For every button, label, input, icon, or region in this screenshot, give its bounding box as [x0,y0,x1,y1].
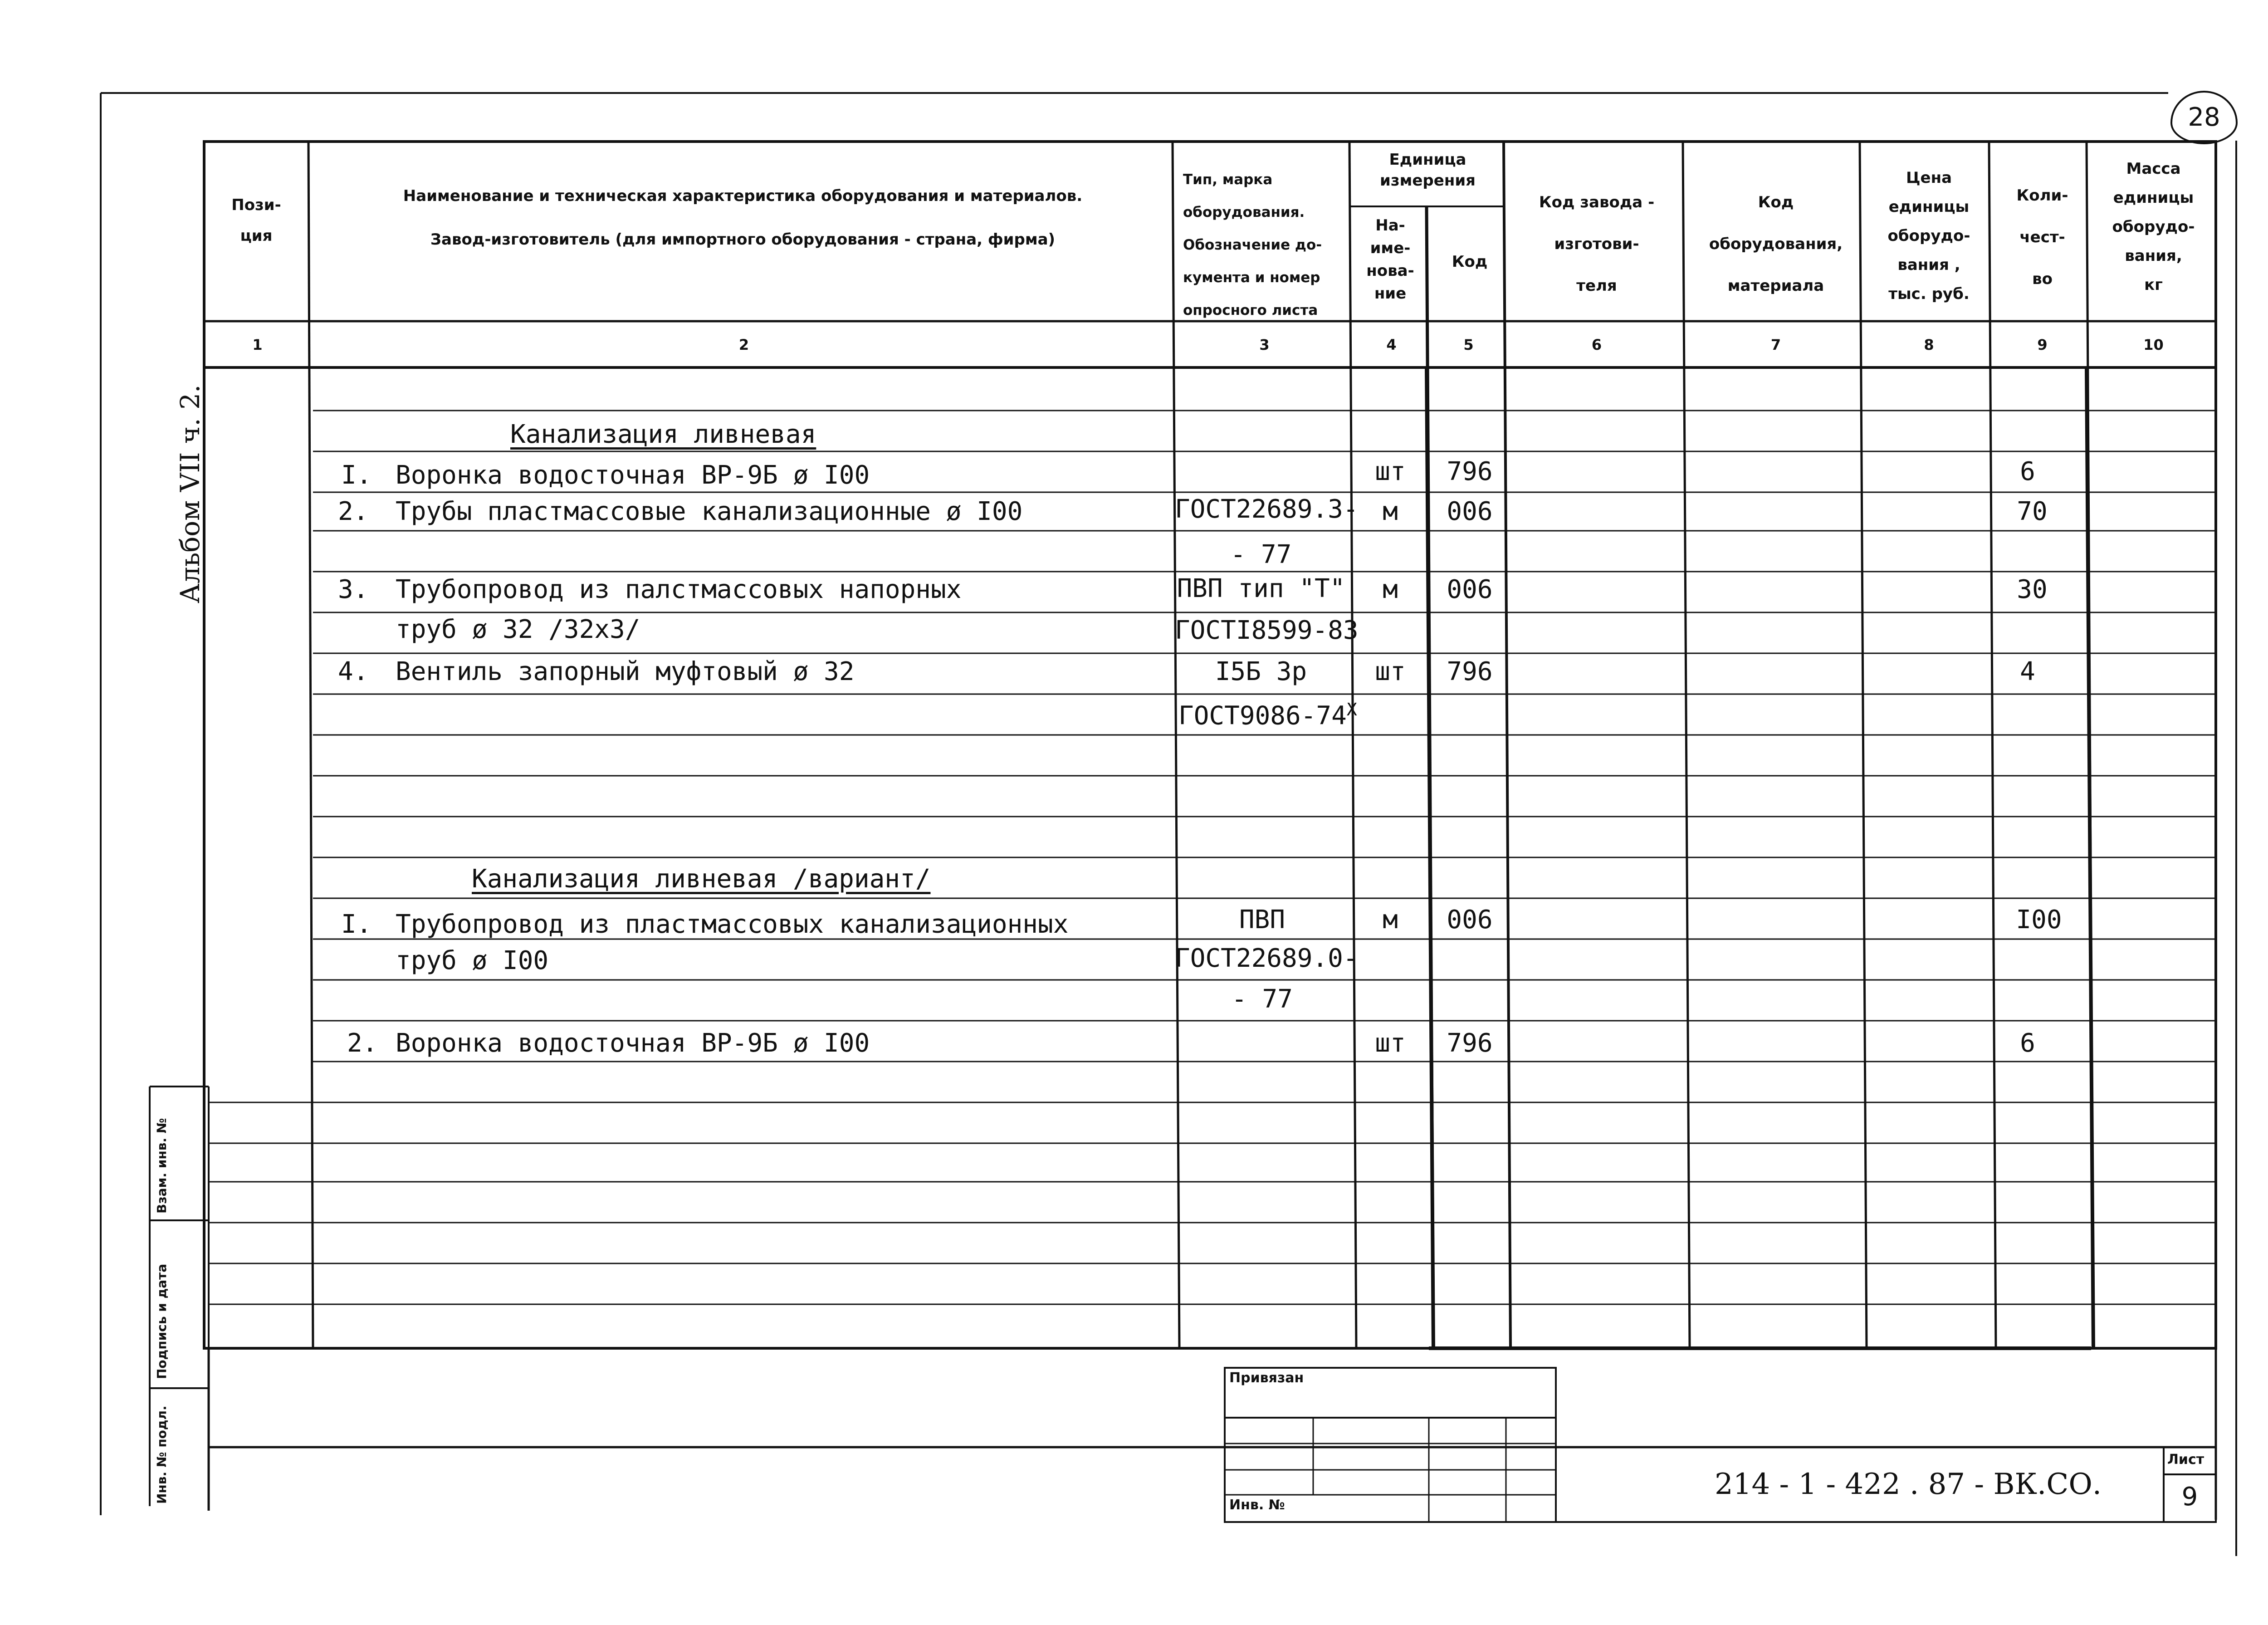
header-unit-line: Единица [1389,151,1466,169]
row-type: ПВП [1239,905,1286,935]
row-code: 006 [1447,905,1493,935]
row-type-superscript: Х [1346,700,1357,720]
album-side-label: Альбом VII ч. 2. [175,384,205,603]
header-col9-line: чест- [2019,228,2065,246]
col-number: 1 [252,336,263,353]
col-number: 3 [1259,336,1270,353]
stamp-replace-inv: Взам. инв. № [154,1118,169,1214]
col-number: 2 [738,336,749,353]
header-col4 [1352,214,1429,305]
header-col2-line: Завод-изготовитель (для импортного оборудования - страна, фирма) [430,230,1056,249]
header-col2-line: Наименование и техническая характеристика оборудования и материалов. [403,187,1083,205]
header-unit-line: измерения [1380,171,1476,190]
row-type: ГОСТ22689.0- [1175,944,1359,973]
row-name: Трубопровод из пластмассовых канализационных [396,910,1069,939]
row-type: - 77 [1232,984,1293,1014]
row-code: 006 [1447,497,1493,526]
header-col1-line: Пози- [231,196,281,214]
row-num: 4. [338,657,369,686]
header-col10-line: оборудо- [2112,218,2195,236]
row-qty: 30 [2017,575,2048,604]
header-col6 [1508,181,1685,307]
header-col7-line: материала [1727,277,1824,295]
row-code: 796 [1447,1028,1493,1058]
header-col3-line: опросного листа [1183,302,1318,318]
stamp-inv-original: Инв. № подл. [154,1405,169,1504]
header-col10-line: вания, [2125,247,2182,265]
row-type [1178,701,1357,729]
page-number: 28 [2188,103,2220,132]
row-unit: шт [1375,657,1406,686]
row-unit: шт [1375,1028,1406,1058]
header-col5: Код [1452,253,1488,271]
header-col1-line: ция [240,226,273,245]
header-col8-line: вания , [1897,256,1960,274]
row-qty: 4 [2020,657,2035,686]
row-qty: I00 [2016,905,2062,935]
header-col4-line: ние [1374,284,1407,303]
col-number: 5 [1463,336,1474,353]
row-type: I5Б 3р [1215,657,1307,686]
header-col7-line: Код [1758,193,1794,211]
header-col4-line: нова- [1366,262,1414,280]
row-name: Воронка водосточная ВР-9Б ø I00 [396,1028,870,1058]
header-col8 [1864,163,1994,308]
row-qty: 6 [2020,457,2035,486]
sheet-number: 9 [2181,1482,2198,1512]
inv-label: Инв. № [1229,1497,1285,1513]
row-name: Вентиль запорный муфтовый ø 32 [396,657,855,686]
row-unit: шт [1375,457,1406,486]
section-title: Канализация ливневая /вариант/ [472,864,931,894]
row-num: 2. [338,497,369,526]
header-col6-line: теля [1576,277,1617,295]
header-col3 [1175,163,1358,327]
row-type: ГОСТ22689.3- [1175,494,1359,524]
header-col9-line: Коли- [2016,186,2068,205]
row-qty: 6 [2020,1028,2035,1058]
header-col8-line: Цена [1906,169,1952,187]
bound-label: Привязан [1229,1370,1304,1386]
header-col3-line: кумента и номер [1183,269,1320,286]
document-code: 214 - 1 - 422 . 87 - ВК.СО. [1715,1468,2102,1501]
col-number: 6 [1591,336,1602,353]
header-col7-line: оборудования, [1709,235,1843,253]
header-col4-line: име- [1370,239,1411,257]
header-col9 [1994,175,2091,300]
header-unit [1352,150,1504,191]
row-name: Воронка водосточная ВР-9Б ø I00 [396,460,870,490]
header-col8-line: единицы [1888,198,1970,216]
header-col10-line: кг [2144,276,2163,294]
row-unit: м [1383,497,1398,526]
row-num: I. [341,910,372,939]
section-title: Канализация ливневая [510,420,816,449]
header-col10 [2091,154,2216,299]
header-col8-line: тыс. руб. [1888,285,1970,303]
header-col3-line: оборудования. [1183,204,1305,220]
col-number: 9 [2037,336,2048,353]
row-type-text: ГОСТ9086-74 [1178,701,1347,731]
row-num: 2. [347,1028,378,1058]
stamp-signature-date: Подпись и дата [154,1263,169,1379]
header-col2 [313,186,1173,250]
row-unit: м [1383,575,1398,604]
row-unit: м [1383,905,1398,935]
row-name: труб ø 32 /32х3/ [396,615,640,644]
header-col6-line: изготови- [1554,235,1639,253]
row-code: 796 [1447,457,1493,486]
header-col7 [1687,181,1864,307]
header-col10-line: Масса [2126,160,2181,178]
row-qty: 70 [2017,497,2048,526]
header-col6-line: Код завода - [1539,193,1655,211]
row-type: - 77 [1230,540,1292,569]
header-col3-line: Тип, марка [1183,171,1273,188]
row-type: ГОСТI8599-83 [1175,616,1359,645]
header-col10-line: единицы [2113,189,2194,207]
row-name: Трубы пластмассовые канализационные ø I00 [396,497,1023,526]
header-col4-line: На- [1375,216,1405,235]
row-code: 796 [1447,657,1493,686]
row-num: I. [341,460,372,490]
col-number: 7 [1770,336,1781,353]
header-col8-line: оборудо- [1887,227,1970,245]
page-number-badge [2170,91,2238,144]
col-number: 10 [2143,336,2164,353]
row-type: ПВП тип "Т" [1177,574,1345,603]
sheet-label: Лист [2167,1452,2204,1468]
col-number: 8 [1924,336,1934,353]
col-number: 4 [1386,336,1397,353]
header-col1 [204,195,308,247]
row-name: Трубопровод из палстмассовых напорных [396,575,962,604]
row-code: 006 [1447,575,1493,604]
row-name: труб ø I00 [396,946,549,975]
header-col3-line: Обозначение до- [1183,237,1322,253]
header-col9-line: во [2032,270,2053,288]
row-num: 3. [338,575,369,604]
